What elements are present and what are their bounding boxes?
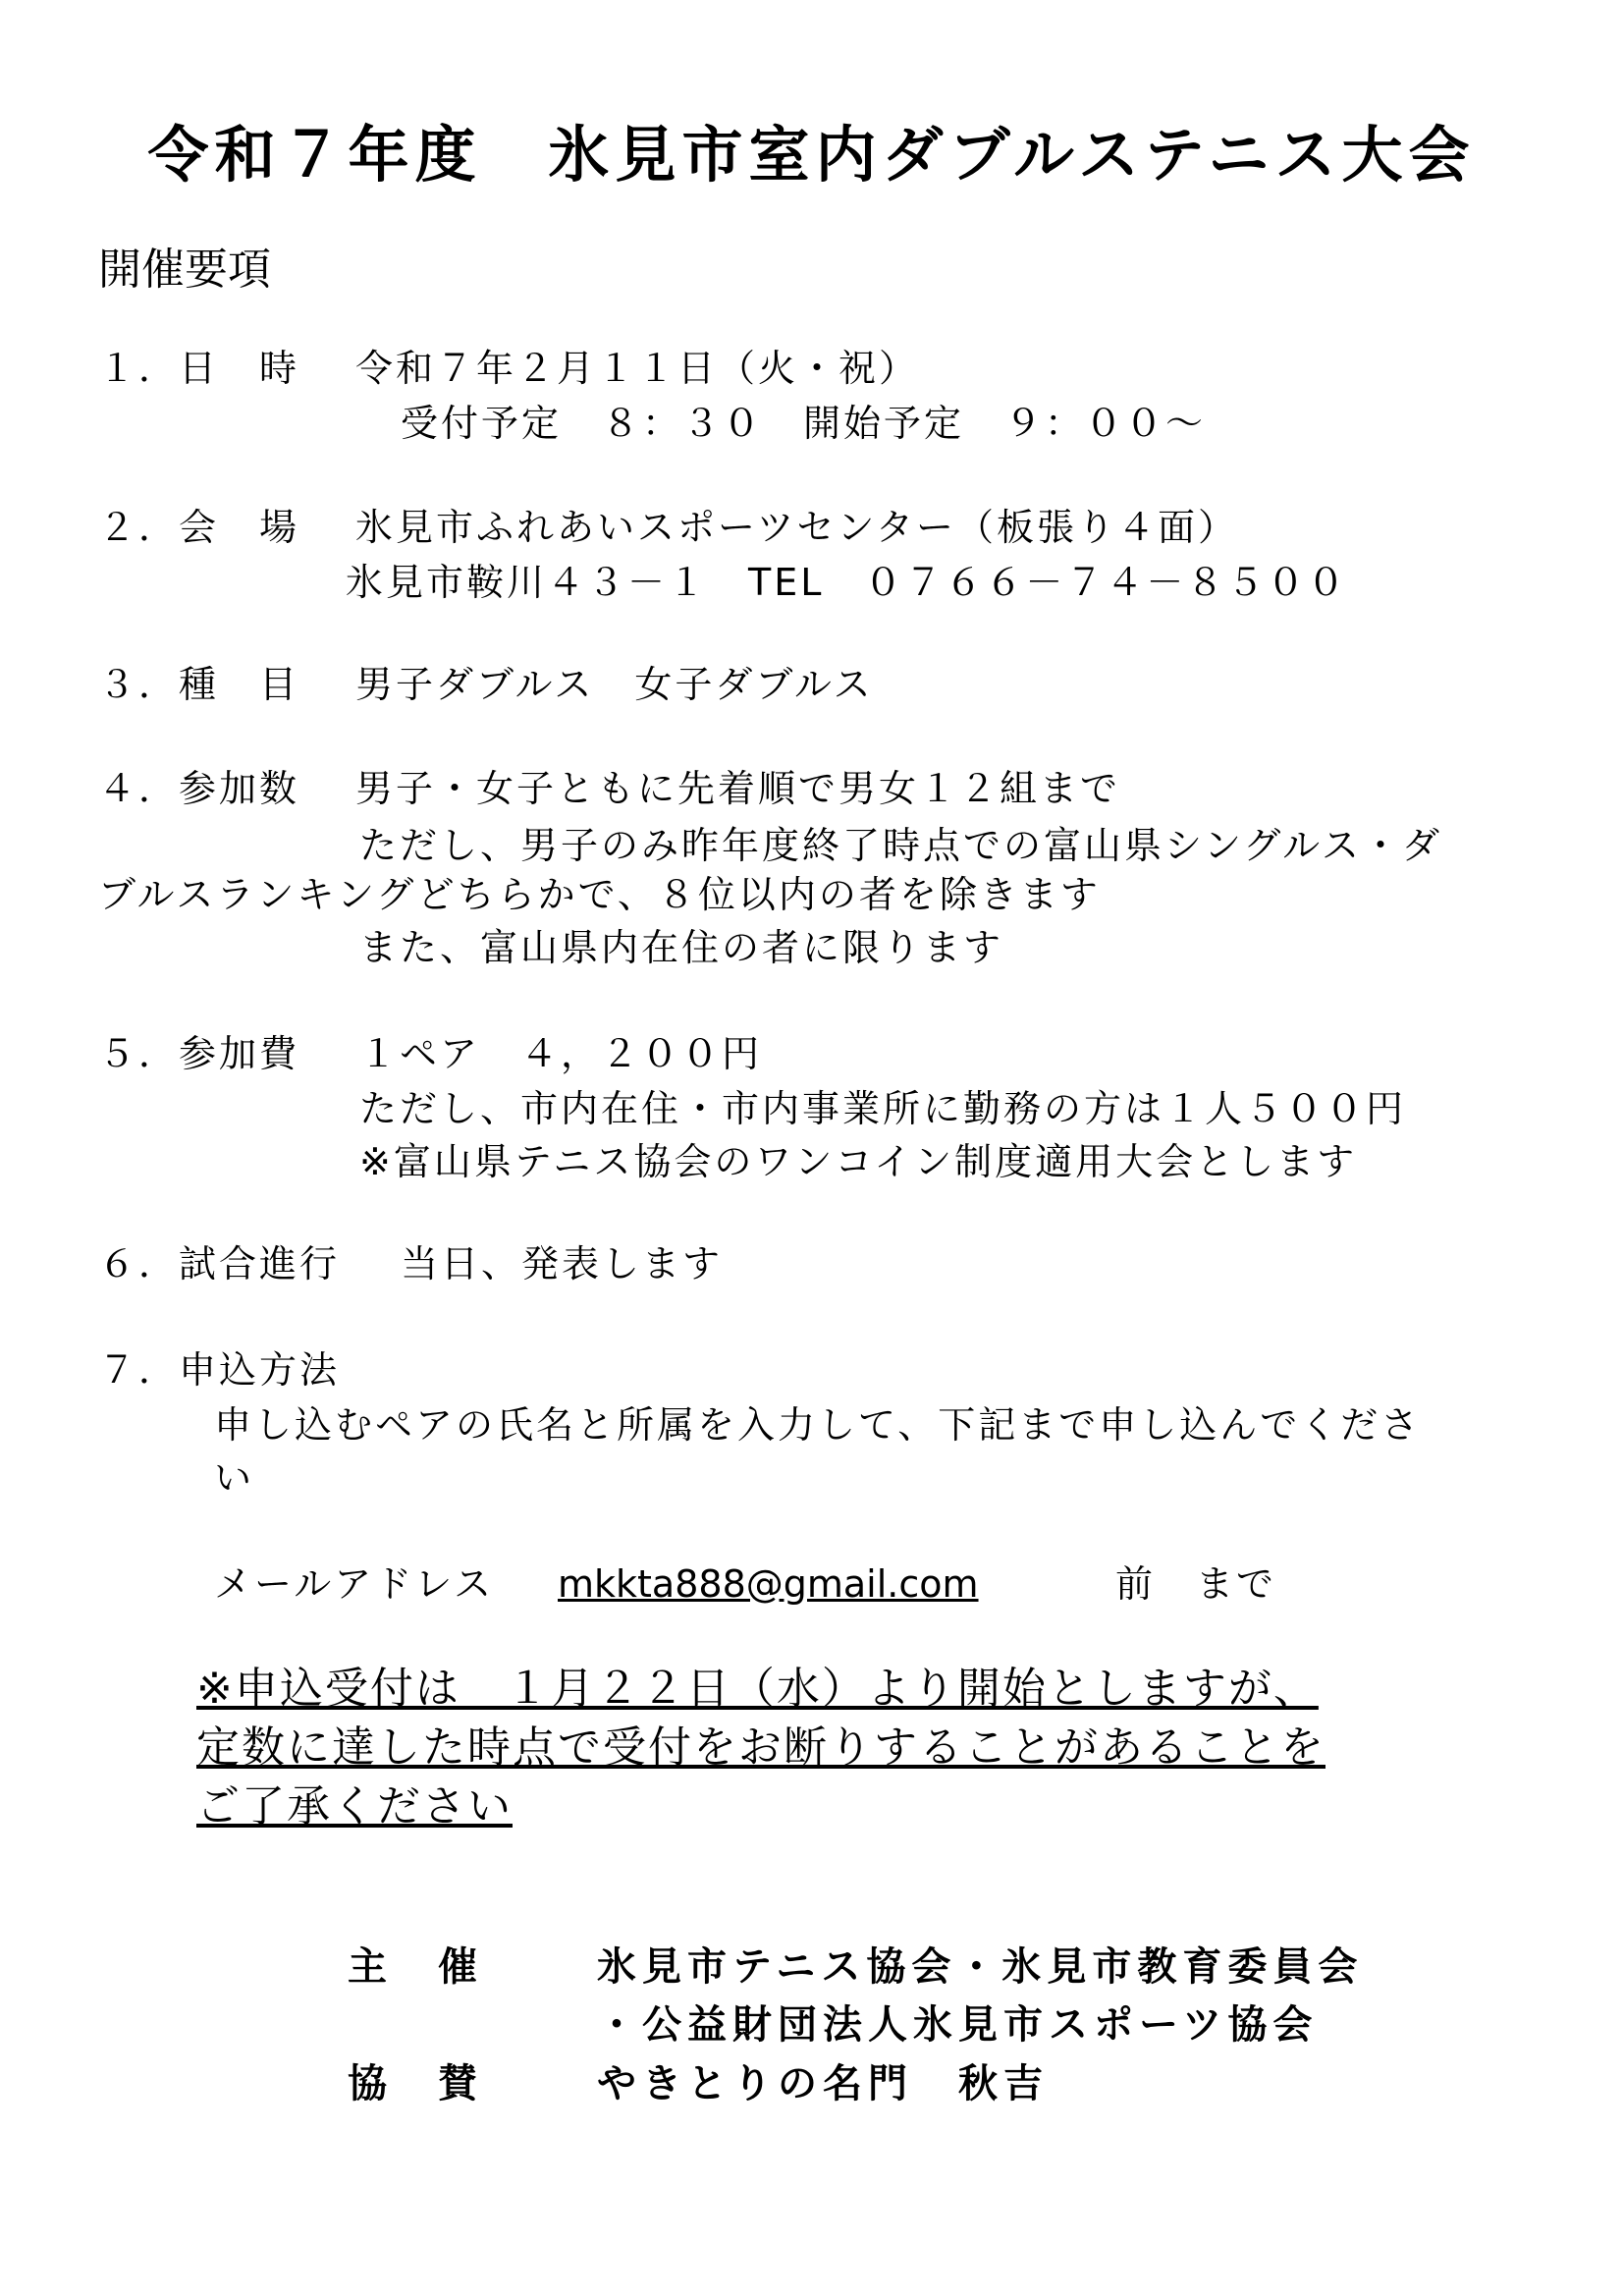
- fee-label: ５．参加費: [98, 1032, 300, 1075]
- email-label: メールアドレス: [214, 1562, 495, 1606]
- participants-condition-1: ただし、男子のみ昨年度終了時点での富山県シングルス・ダ: [359, 824, 1443, 867]
- email-link[interactable]: mkkta888@gmail.com: [558, 1562, 979, 1606]
- sponsor-name: やきとりの名門 秋吉: [597, 2061, 1049, 2106]
- participants-label: ４．参加数: [98, 767, 300, 810]
- datetime-date: 令和７年２月１１日（火・祝）: [355, 347, 920, 390]
- fee-amount: １ペア ４，２００円: [359, 1032, 763, 1075]
- application-instruction: 申し込むペアの氏名と所属を入力して、下記まで申し込んでくださ: [214, 1403, 1422, 1447]
- events-label: ３．種 目: [98, 663, 300, 706]
- notice-line-3: ご了承ください: [196, 1781, 513, 1831]
- host-label: 主 催: [348, 1944, 483, 1990]
- progress-label: ６．試合進行: [98, 1242, 341, 1285]
- application-label: ７．申込方法: [98, 1348, 341, 1392]
- participants-limit: 男子・女子ともに先着順で男女１２組まで: [355, 767, 1121, 810]
- sponsor-label: 協 賛: [348, 2061, 483, 2106]
- venue-label: ２．会 場: [98, 506, 300, 549]
- application-instruction-cont: い: [214, 1456, 255, 1500]
- notice-line-1: ※申込受付は １月２２日（水）より開始としますが、: [196, 1664, 1319, 1714]
- participants-condition-2: ブルスランキングどちらかで、８位以内の者を除きます: [98, 873, 1101, 916]
- venue-name: 氷見市ふれあいスポーツセンター（板張り４面）: [355, 506, 1238, 549]
- application-notice: [196, 1660, 1325, 1836]
- email-deadline: 前 まで: [1115, 1562, 1277, 1606]
- notice-line-2: 定数に達した時点で受付をお断りすることがあることを: [196, 1722, 1325, 1773]
- document-title: 令和７年度 氷見市室内ダブルステニス大会: [147, 119, 1476, 191]
- fee-note: ※富山県テニス協会のワンコイン制度適用大会とします: [359, 1140, 1358, 1183]
- participants-condition-3: また、富山県内在住の者に限ります: [359, 926, 1004, 969]
- venue-address: 氷見市鞍川４３－１ TEL ０７６６－７４－８５００: [346, 561, 1348, 604]
- host-line-1: 氷見市テニス協会・氷見市教育委員会: [597, 1944, 1364, 1990]
- events-list: 男子ダブルス 女子ダブルス: [355, 663, 874, 706]
- datetime-label: １．日 時: [98, 347, 300, 390]
- datetime-times: 受付予定 ８：３０ 開始予定 ９：００～: [401, 402, 1207, 445]
- progress-text: 当日、発表します: [401, 1242, 724, 1285]
- fee-discount: ただし、市内在住・市内事業所に勤務の方は１人５００円: [359, 1087, 1407, 1130]
- section-heading: 開催要項: [98, 245, 271, 295]
- host-line-2: ・公益財団法人氷見市スポーツ協会: [597, 2002, 1319, 2048]
